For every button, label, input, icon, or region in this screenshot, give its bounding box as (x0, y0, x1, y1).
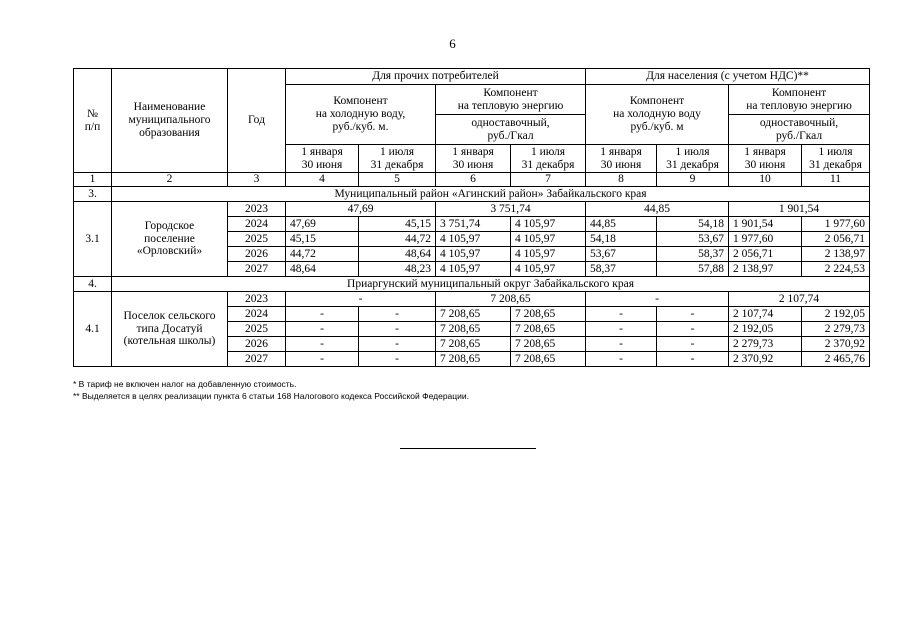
value-cell: 2 107,74 (729, 292, 870, 307)
value-cell: 7 208,65 (436, 322, 511, 337)
year-cell: 2027 (228, 352, 286, 367)
value-cell: 44,72 (286, 247, 359, 262)
value-cell: 7 208,65 (436, 352, 511, 367)
municipality-name: Городское поселение «Орловский» (112, 202, 228, 277)
value-cell: 54,18 (657, 217, 729, 232)
header-heat-sub-pop: одноставочный, руб./Гкал (729, 115, 870, 145)
column-number: 7 (511, 173, 586, 187)
value-cell: 54,18 (586, 232, 657, 247)
column-number: 1 (74, 173, 112, 187)
subsection-number: 3.1 (74, 202, 112, 277)
value-cell: - (359, 307, 436, 322)
column-number: 9 (657, 173, 729, 187)
column-number: 2 (112, 173, 228, 187)
value-cell: - (286, 322, 359, 337)
year-cell: 2024 (228, 217, 286, 232)
header-heat-sub: одноставочный, руб./Гкал (436, 115, 586, 145)
value-cell: - (586, 352, 657, 367)
value-cell: 1 977,60 (802, 217, 870, 232)
value-cell: 2 056,71 (802, 232, 870, 247)
value-cell: - (657, 322, 729, 337)
value-cell: 2 056,71 (729, 247, 802, 262)
value-cell: 7 208,65 (511, 352, 586, 367)
year-cell: 2026 (228, 337, 286, 352)
value-cell: - (286, 292, 436, 307)
column-number: 3 (228, 173, 286, 187)
column-number: 5 (359, 173, 436, 187)
value-cell: - (359, 352, 436, 367)
value-cell: 2 138,97 (729, 262, 802, 277)
header-heat-top: Компонент на тепловую энергию (436, 85, 586, 115)
value-cell: 4 105,97 (436, 232, 511, 247)
value-cell: 2 192,05 (729, 322, 802, 337)
value-cell: 7 208,65 (436, 337, 511, 352)
header-period-jul: 1 июля 31 декабря (511, 145, 586, 173)
value-cell: 47,69 (286, 202, 436, 217)
value-cell: 7 208,65 (436, 292, 586, 307)
value-cell: 4 105,97 (436, 262, 511, 277)
value-cell: 47,69 (286, 217, 359, 232)
value-cell: 2 465,76 (802, 352, 870, 367)
value-cell: - (359, 337, 436, 352)
header-cold-water: Компонент на холодную воду, руб./куб. м. (286, 85, 436, 145)
value-cell: - (586, 307, 657, 322)
value-cell: - (586, 322, 657, 337)
value-cell: - (586, 292, 729, 307)
header-period-jul: 1 июля 31 декабря (802, 145, 870, 173)
value-cell: 7 208,65 (511, 307, 586, 322)
section-title: Муниципальный район «Агинский район» Забайкальского края (112, 187, 870, 202)
closing-rule (400, 448, 536, 449)
header-period-jan: 1 января 30 июня (586, 145, 657, 173)
value-cell: 7 208,65 (511, 337, 586, 352)
value-cell: 2 370,92 (729, 352, 802, 367)
value-cell: 2 279,73 (802, 322, 870, 337)
section-title: Приаргунский муниципальный округ Забайкальского края (112, 277, 870, 292)
year-cell: 2026 (228, 247, 286, 262)
value-cell: - (657, 352, 729, 367)
value-cell: 7 208,65 (511, 322, 586, 337)
value-cell: 45,15 (359, 217, 436, 232)
column-number: 4 (286, 173, 359, 187)
value-cell: 44,72 (359, 232, 436, 247)
footnote-vat: * В тариф не включен налог на добавленную стоимость. (73, 379, 297, 389)
header-name: Наименование муниципального образования (112, 69, 228, 173)
header-period-jan: 1 января 30 июня (286, 145, 359, 173)
value-cell: 58,37 (657, 247, 729, 262)
municipality-name: Поселок сельского типа Досатуй (котельная школы) (112, 292, 228, 367)
year-cell: 2023 (228, 292, 286, 307)
value-cell: 4 105,97 (436, 247, 511, 262)
value-cell: 44,85 (586, 202, 729, 217)
year-cell: 2023 (228, 202, 286, 217)
value-cell: 7 208,65 (436, 307, 511, 322)
subsection-number: 4.1 (74, 292, 112, 367)
value-cell: 2 279,73 (729, 337, 802, 352)
value-cell: 2 192,05 (802, 307, 870, 322)
value-cell: 48,64 (359, 247, 436, 262)
year-cell: 2025 (228, 232, 286, 247)
header-group-other: Для прочих потребителей (286, 69, 586, 85)
value-cell: - (286, 352, 359, 367)
section-number: 4. (74, 277, 112, 292)
value-cell: 3 751,74 (436, 217, 511, 232)
footnote-tax-code: ** Выделяется в целях реализации пункта 6 статьи 168 Налогового кодекса Российской Федерации. (73, 391, 470, 401)
header-cold-water-pop: Компонент на холодную воду руб./куб. м (586, 85, 729, 145)
value-cell: 2 224,53 (802, 262, 870, 277)
value-cell: - (657, 307, 729, 322)
column-number: 8 (586, 173, 657, 187)
year-cell: 2027 (228, 262, 286, 277)
value-cell: 57,88 (657, 262, 729, 277)
value-cell: 2 107,74 (729, 307, 802, 322)
value-cell: 3 751,74 (436, 202, 586, 217)
value-cell: 4 105,97 (511, 262, 586, 277)
column-number: 6 (436, 173, 511, 187)
value-cell: - (657, 337, 729, 352)
header-heat-top-pop: Компонент на тепловую энергию (729, 85, 870, 115)
header-period-jul: 1 июля 31 декабря (359, 145, 436, 173)
value-cell: 53,67 (586, 247, 657, 262)
value-cell: - (359, 322, 436, 337)
tariff-table (73, 68, 870, 367)
year-cell: 2025 (228, 322, 286, 337)
header-period-jan: 1 января 30 июня (436, 145, 511, 173)
header-num: № п/п (74, 69, 112, 173)
header-group-population: Для населения (с учетом НДС)** (586, 69, 870, 85)
column-number: 11 (802, 173, 870, 187)
footnotes (73, 378, 863, 402)
value-cell: - (286, 337, 359, 352)
value-cell: 48,64 (286, 262, 359, 277)
value-cell: 4 105,97 (511, 232, 586, 247)
value-cell: - (286, 307, 359, 322)
header-period-jan: 1 января 30 июня (729, 145, 802, 173)
value-cell: 48,23 (359, 262, 436, 277)
value-cell: 53,67 (657, 232, 729, 247)
value-cell: 4 105,97 (511, 217, 586, 232)
value-cell: 2 370,92 (802, 337, 870, 352)
value-cell: 44,85 (586, 217, 657, 232)
value-cell: 58,37 (586, 262, 657, 277)
value-cell: 1 977,60 (729, 232, 802, 247)
value-cell: - (586, 337, 657, 352)
year-cell: 2024 (228, 307, 286, 322)
header-period-jul: 1 июля 31 декабря (657, 145, 729, 173)
value-cell: 1 901,54 (729, 217, 802, 232)
header-year: Год (228, 69, 286, 173)
value-cell: 4 105,97 (511, 247, 586, 262)
column-number: 10 (729, 173, 802, 187)
page-number: 6 (449, 36, 456, 51)
value-cell: 1 901,54 (729, 202, 870, 217)
value-cell: 2 138,97 (802, 247, 870, 262)
value-cell: 45,15 (286, 232, 359, 247)
section-number: 3. (74, 187, 112, 202)
